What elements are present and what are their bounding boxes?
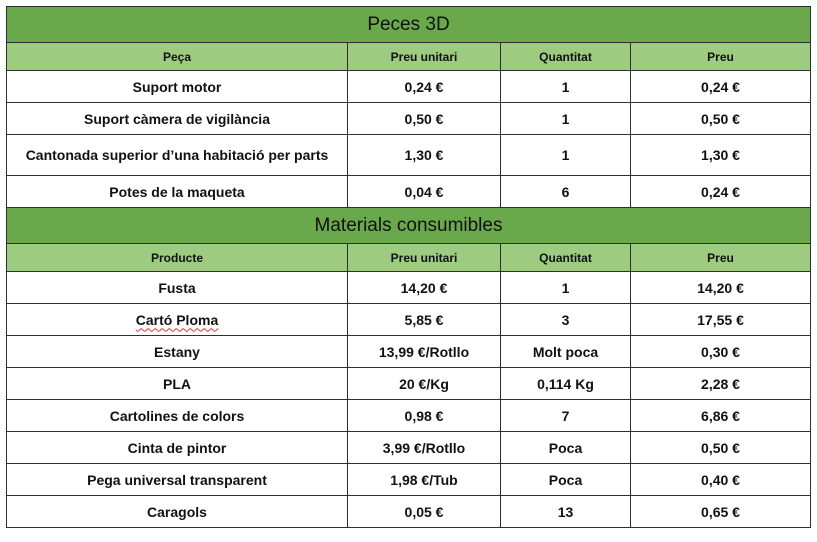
price: 6,86 € bbox=[631, 400, 811, 432]
quantity: 7 bbox=[501, 400, 631, 432]
item-name: Suport càmera de vigilància bbox=[7, 103, 348, 135]
table-row bbox=[7, 103, 811, 135]
section-title: Peces 3D bbox=[7, 7, 811, 43]
price: 2,28 € bbox=[631, 368, 811, 400]
table-row bbox=[7, 432, 811, 464]
unit-price: 20 €/Kg bbox=[348, 368, 501, 400]
unit-price: 14,20 € bbox=[348, 272, 501, 304]
quantity: 1 bbox=[501, 272, 631, 304]
item-name: PLA bbox=[7, 368, 348, 400]
unit-price: 13,99 €/Rotllo bbox=[348, 336, 501, 368]
item-name-text: Cartó Ploma bbox=[135, 311, 219, 328]
item-name: Cartolines de colors bbox=[7, 400, 348, 432]
quantity: 1 bbox=[501, 135, 631, 176]
unit-price: 3,99 €/Rotllo bbox=[348, 432, 501, 464]
column-header: Producte bbox=[7, 244, 348, 272]
document bbox=[6, 6, 810, 528]
column-header: Preu unitari bbox=[348, 43, 501, 71]
unit-price: 5,85 € bbox=[348, 304, 501, 336]
item-name: Cinta de pintor bbox=[7, 432, 348, 464]
unit-price: 1,30 € bbox=[348, 135, 501, 176]
section-title: Materials consumibles bbox=[7, 208, 811, 244]
quantity: Poca bbox=[501, 432, 631, 464]
table-row bbox=[7, 336, 811, 368]
price: 0,30 € bbox=[631, 336, 811, 368]
price: 14,20 € bbox=[631, 272, 811, 304]
unit-price: 1,98 €/Tub bbox=[348, 464, 501, 496]
table-row bbox=[7, 496, 811, 528]
item-name: Estany bbox=[7, 336, 348, 368]
item-name: Caragols bbox=[7, 496, 348, 528]
table-row bbox=[7, 368, 811, 400]
table-row bbox=[7, 272, 811, 304]
item-name: Suport motor bbox=[7, 71, 348, 103]
table-row bbox=[7, 304, 811, 336]
quantity: 0,114 Kg bbox=[501, 368, 631, 400]
quantity: 13 bbox=[501, 496, 631, 528]
column-header: Preu bbox=[631, 43, 811, 71]
item-name bbox=[7, 304, 348, 336]
table-row bbox=[7, 176, 811, 208]
quantity: 3 bbox=[501, 304, 631, 336]
item-name: Fusta bbox=[7, 272, 348, 304]
quantity: Poca bbox=[501, 464, 631, 496]
item-name: Pega universal transparent bbox=[7, 464, 348, 496]
column-header: Preu unitari bbox=[348, 244, 501, 272]
column-header: Quantitat bbox=[501, 43, 631, 71]
section-title-row bbox=[7, 208, 811, 244]
unit-price: 0,04 € bbox=[348, 176, 501, 208]
table-row bbox=[7, 135, 811, 176]
quantity: Molt poca bbox=[501, 336, 631, 368]
quantity: 1 bbox=[501, 71, 631, 103]
table-row bbox=[7, 71, 811, 103]
unit-price: 0,05 € bbox=[348, 496, 501, 528]
column-header: Quantitat bbox=[501, 244, 631, 272]
price: 0,24 € bbox=[631, 71, 811, 103]
price: 1,30 € bbox=[631, 135, 811, 176]
price: 17,55 € bbox=[631, 304, 811, 336]
item-name: Potes de la maqueta bbox=[7, 176, 348, 208]
price: 0,65 € bbox=[631, 496, 811, 528]
header-row bbox=[7, 244, 811, 272]
header-row bbox=[7, 43, 811, 71]
price: 0,40 € bbox=[631, 464, 811, 496]
unit-price: 0,24 € bbox=[348, 71, 501, 103]
quantity: 1 bbox=[501, 103, 631, 135]
quantity: 6 bbox=[501, 176, 631, 208]
cost-table bbox=[6, 6, 811, 528]
price: 0,50 € bbox=[631, 432, 811, 464]
unit-price: 0,50 € bbox=[348, 103, 501, 135]
section-title-row bbox=[7, 7, 811, 43]
unit-price: 0,98 € bbox=[348, 400, 501, 432]
price: 0,24 € bbox=[631, 176, 811, 208]
table-row bbox=[7, 400, 811, 432]
item-name: Cantonada superior d’una habitació per parts bbox=[7, 135, 348, 176]
column-header: Preu bbox=[631, 244, 811, 272]
price: 0,50 € bbox=[631, 103, 811, 135]
column-header: Peça bbox=[7, 43, 348, 71]
table-row bbox=[7, 464, 811, 496]
